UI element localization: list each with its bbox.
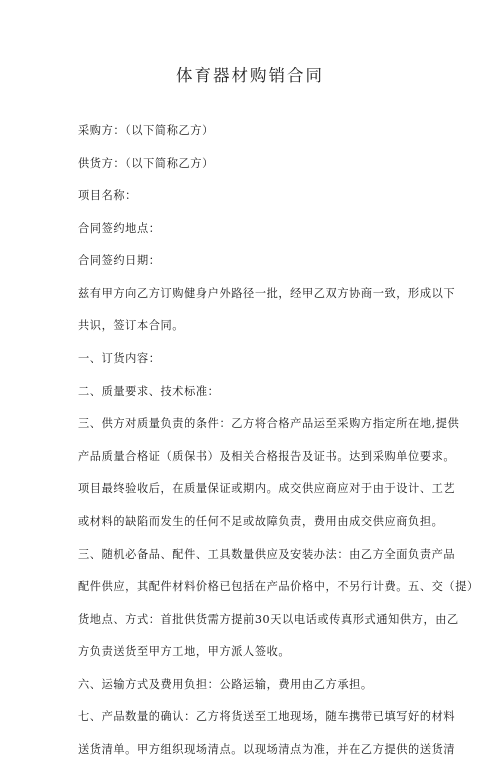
section-quantity-confirmation-line: 送货清单。甲方组织现场清点。以现场清点为准，并在乙方提供的送货清 <box>78 742 456 756</box>
field-signing-place: 合同签约地点： <box>78 221 161 235</box>
field-project-name: 项目名称： <box>78 189 137 203</box>
field-purchaser: 采购方：（以下简称乙方） <box>78 124 214 137</box>
section-quality-standard: 二、质量要求、技术标准： <box>78 384 220 398</box>
section-delivery-line: 方负责送货至甲方工地，甲方派人签收。 <box>78 645 291 659</box>
document-body <box>78 119 479 762</box>
preamble-line: 兹有甲方向乙方订购健身户外路径一批，经甲乙双方协商一致，形成以下 <box>78 286 456 300</box>
section-quality-responsibility-line: 三、供方对质量负责的条件：乙方将合格产品运至采购方指定所在地,提供 <box>78 417 460 431</box>
section-delivery-line: 货地点、方式：首批供货需方提前30天以电话或传真形式通知供方，由乙 <box>78 612 459 626</box>
preamble-line: 共识，签订本合同。 <box>78 319 185 333</box>
section-accessories-line: 三、随机必备品、配件、工具数量供应及安装办法：由乙方全面负责产品 <box>78 547 456 561</box>
field-supplier: 供货方：（以下简称乙方） <box>78 156 214 170</box>
document-title: 体育器材购销合同 <box>176 66 324 85</box>
section-transport: 六、运输方式及费用负担：公路运输，费用由乙方承担。 <box>78 677 373 691</box>
section-quality-responsibility-line: 项目最终验收后，在质量保证或期内。成交供应商应对于由于设计、工艺 <box>78 482 456 496</box>
section-order-content: 一、订货内容： <box>78 352 161 366</box>
section-quality-responsibility-line: 或材料的缺陷而发生的任何不足或故障负责，费用由成交供应商负担。 <box>78 514 444 528</box>
section-quality-responsibility-line: 产品质量合格证（质保书）及相关合格报告及证书。达到采购单位要求。 <box>78 449 456 463</box>
field-signing-date: 合同签约日期： <box>78 254 161 268</box>
section-accessories-line: 配件供应，其配件材料价格已包括在产品价格中，不另行计费。五、交（提） <box>78 580 479 594</box>
section-quantity-confirmation-line: 七、产品数量的确认：乙方将货送至工地现场，随车携带已填写好的材料 <box>78 710 456 724</box>
